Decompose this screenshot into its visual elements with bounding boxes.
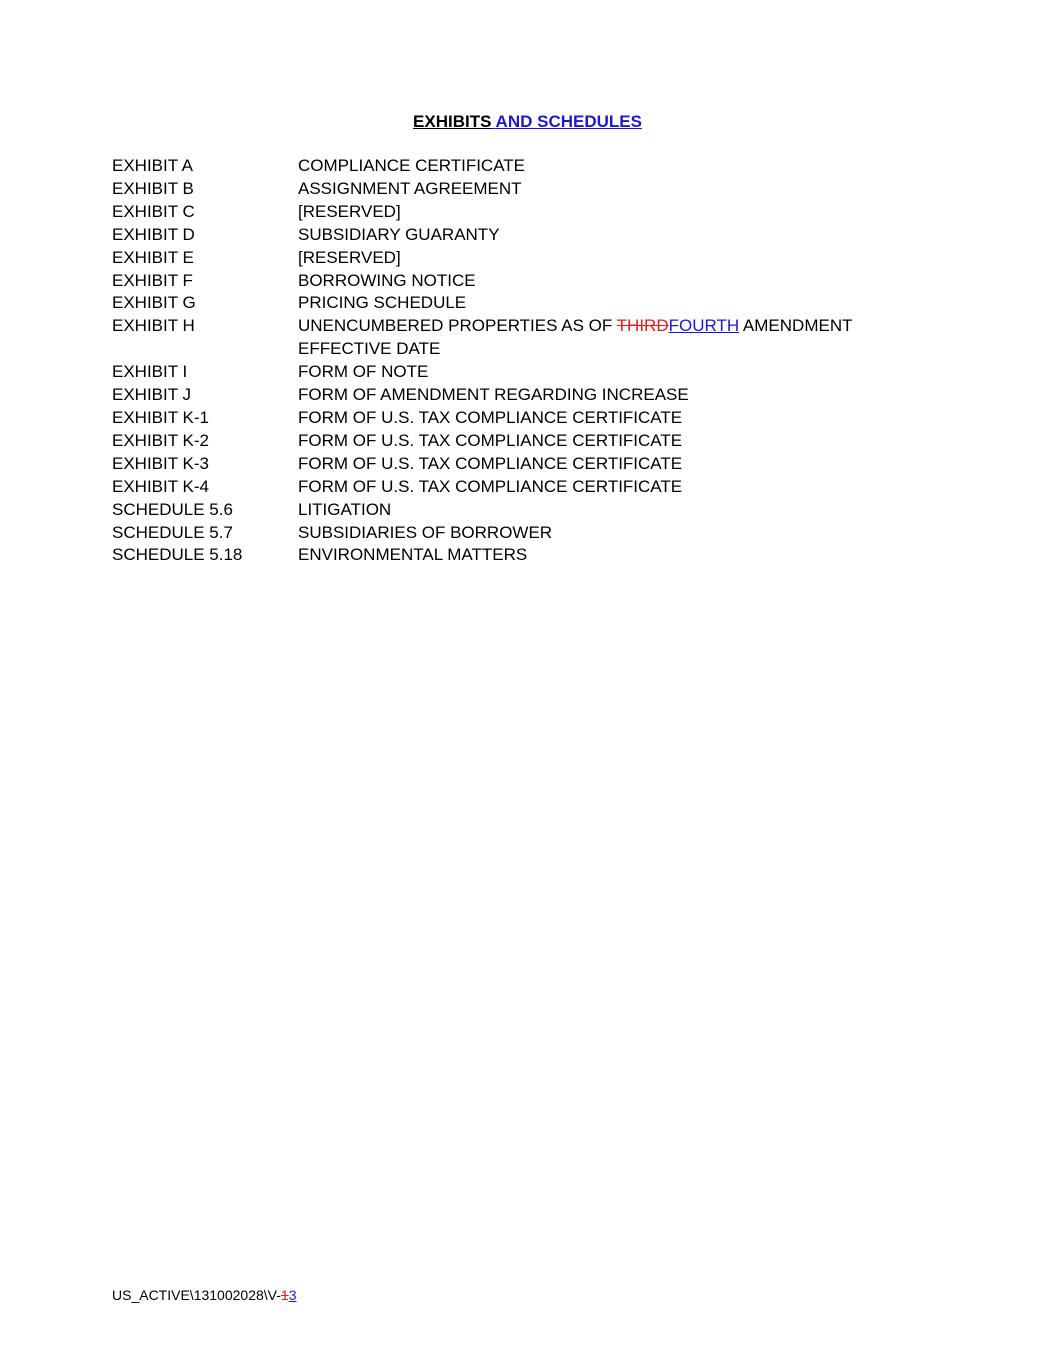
exhibit-label: EXHIBIT J <box>112 385 192 405</box>
exhibit-description-line2: EFFECTIVE DATE <box>298 339 441 359</box>
list-item <box>112 155 932 178</box>
exhibit-description: FORM OF U.S. TAX COMPLIANCE CERTIFICATE <box>298 476 683 496</box>
exhibit-label: EXHIBIT K-4 <box>112 476 209 496</box>
list-item <box>112 270 932 293</box>
exhibit-label: EXHIBIT K-1 <box>112 407 209 427</box>
exhibit-label: EXHIBIT D <box>112 224 195 244</box>
exhibit-label: EXHIBIT I <box>112 362 188 382</box>
schedule-label: SCHEDULE 5.7 <box>112 522 233 542</box>
exhibit-label: EXHIBIT G <box>112 293 196 313</box>
exhibit-label: EXHIBIT H <box>112 316 195 336</box>
list-item <box>112 522 932 545</box>
exhibit-label: EXHIBIT A <box>112 156 193 175</box>
exhibit-description: FORM OF U.S. TAX COMPLIANCE CERTIFICATE <box>298 453 683 473</box>
exhibit-label: EXHIBIT E <box>112 247 194 267</box>
exhibit-description <box>298 315 932 338</box>
list-item-continuation <box>112 338 932 361</box>
list-item <box>112 430 932 453</box>
exhibit-description: COMPLIANCE CERTIFICATE <box>298 156 526 175</box>
desc-text-before: UNENCUMBERED PROPERTIES AS OF <box>298 316 617 336</box>
title-inserted-text: AND SCHEDULES <box>491 112 642 131</box>
exhibit-description: [RESERVED] <box>298 201 401 221</box>
footer-deleted-text: 1 <box>280 1287 289 1303</box>
list-item <box>112 361 932 384</box>
exhibit-description: BORROWING NOTICE <box>298 270 476 290</box>
exhibit-label: EXHIBIT B <box>112 178 194 198</box>
exhibit-list <box>112 155 932 567</box>
schedule-description: LITIGATION <box>298 499 392 519</box>
exhibit-description: FORM OF AMENDMENT REGARDING INCREASE <box>298 385 689 405</box>
list-item <box>112 247 932 270</box>
list-item <box>112 499 932 522</box>
exhibit-description: FORM OF NOTE <box>298 362 429 382</box>
list-item <box>112 453 932 476</box>
exhibit-label: EXHIBIT K-3 <box>112 453 209 473</box>
inserted-text: FOURTH <box>668 316 740 336</box>
exhibit-label: EXHIBIT F <box>112 270 193 290</box>
document-id-footer <box>112 1286 296 1304</box>
exhibit-label: EXHIBIT K-2 <box>112 430 209 450</box>
list-item <box>112 292 932 315</box>
exhibit-description: FORM OF U.S. TAX COMPLIANCE CERTIFICATE <box>298 407 683 427</box>
list-item <box>112 224 932 247</box>
list-item <box>112 315 932 338</box>
schedule-label: SCHEDULE 5.18 <box>112 545 243 565</box>
exhibit-description: FORM OF U.S. TAX COMPLIANCE CERTIFICATE <box>298 430 683 450</box>
exhibit-description: SUBSIDIARY GUARANTY <box>298 224 500 244</box>
desc-text-after: AMENDMENT <box>739 316 853 336</box>
schedule-label: SCHEDULE 5.6 <box>112 499 233 519</box>
footer-base-text: US_ACTIVE\131002028\V- <box>112 1287 281 1303</box>
exhibit-description: PRICING SCHEDULE <box>298 293 467 313</box>
list-item <box>112 384 932 407</box>
page-title <box>0 112 1055 132</box>
schedule-description: SUBSIDIARIES OF BORROWER <box>298 522 553 542</box>
list-item <box>112 407 932 430</box>
exhibit-description: ASSIGNMENT AGREEMENT <box>298 178 522 198</box>
exhibit-description: [RESERVED] <box>298 247 401 267</box>
list-item <box>112 178 932 201</box>
list-item <box>112 476 932 499</box>
exhibit-label: EXHIBIT C <box>112 201 195 221</box>
schedule-description: ENVIRONMENTAL MATTERS <box>298 545 528 565</box>
title-base: EXHIBITS <box>413 112 492 131</box>
exhibit-label-empty <box>112 338 298 361</box>
list-item <box>112 544 932 567</box>
list-item <box>112 201 932 224</box>
deleted-text: THIRD <box>616 316 669 336</box>
footer-inserted-text: 3 <box>288 1287 297 1303</box>
